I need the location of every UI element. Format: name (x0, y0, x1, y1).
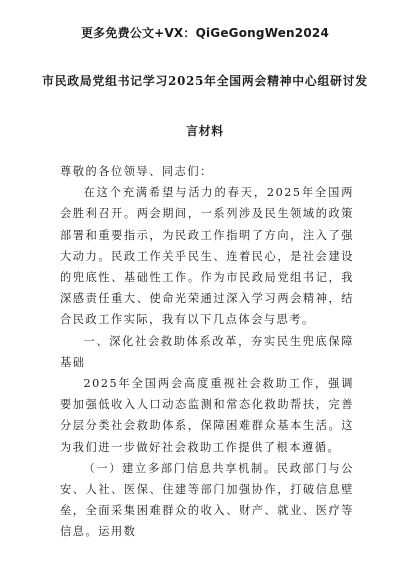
body-paragraph: 2025年全国两会高度重视社会救助工作，强调要加强低收入人口动态监测和常态化救助帮扶，完善分层分类社会救助体系，保障困难群众基本生活。这为我们进一步做好社会救助工作提供了根本遵循。 (60, 377, 354, 454)
document-body (60, 161, 354, 543)
body-paragraph: （一）建立多部门信息共享机制。民政部门与公安、人社、医保、住建等部门加强协作，打破信息壁垒，全面采集困难群众的收入、财产、就业、医疗等信息。运用数 (60, 461, 354, 539)
intro-paragraph: 在这个充满希望与活力的春天，2025年全国两会胜利召开。两会期间，一系列涉及民生领域的政策部署和重要指示，为民政工作指明了方向，注入了强大动力。民政工作关乎民生、连着民心，是社会建设的兜底性、基础性工作。作为市民政局党组书记，我深感责任重大、使命光荣通过深入学习两会精神，结合民政工作实际，我有以下几点体会与思考。 (60, 186, 354, 327)
salutation-paragraph: 尊敬的各位领导、同志们： (60, 165, 213, 178)
document-title-line-2: 言材料 (186, 124, 224, 138)
document-title-line-1: 市民政局党组书记学习2025年全国两会精神中心组研讨发 (42, 74, 368, 88)
section-heading-1: 一、深化社会救助体系改革，夯实民生兜底保障基础 (60, 334, 354, 369)
promo-header: 更多免费公文+VX：QiGeGongWen2024 (80, 26, 329, 40)
